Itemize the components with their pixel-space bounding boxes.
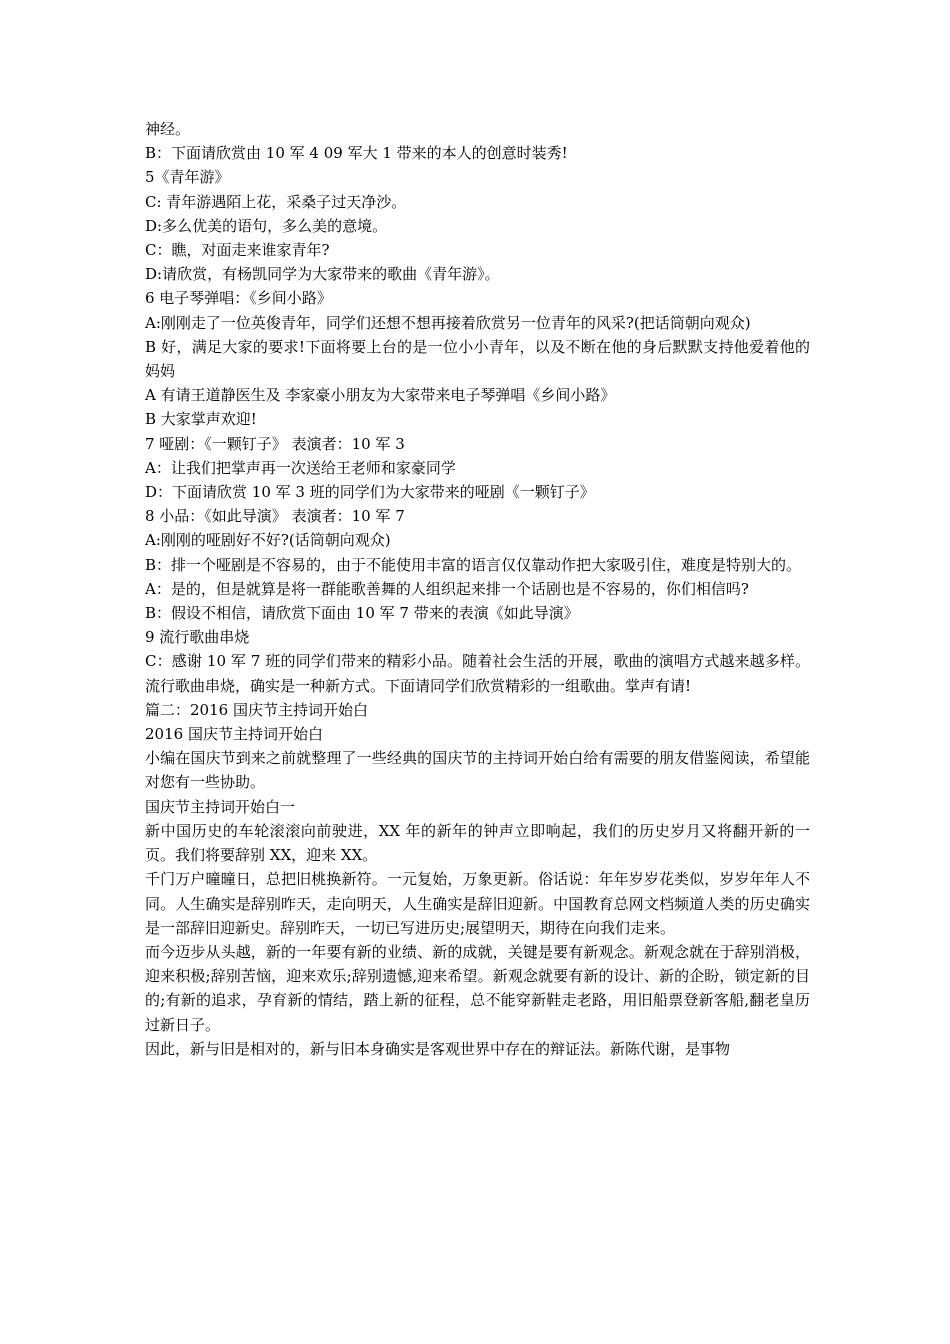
paragraph: B 好，满足大家的要求!下面将要上台的是一位小小青年，以及不断在他的身后默默支持他爱着他的妈妈: [145, 337, 810, 381]
paragraph: D:请欣赏，有杨凯同学为大家带来的歌曲《青年游》。: [145, 265, 500, 284]
paragraph: B：假设不相信，请欣赏下面由 10 军 7 带来的表演《如此导演》: [145, 604, 579, 623]
paragraph: 而今迈步从头越，新的一年要有新的业绩、新的成就，关键是要有新观念。新观念就在于辞别消极，迎来积极;辞别苦恼，迎来欢乐;辞别遗憾,迎来希望。新观念就要有新的设计、新的企盼，锁定新的目的;有新的追求，孕育新的情结，踏上新的征程，总不能穿新鞋走老路，用旧船票登新客船,翻老皇历过新日子。: [145, 942, 810, 1034]
section-heading: 篇二：2016 国庆节主持词开始白: [145, 700, 368, 719]
paragraph: A:刚刚的哑剧好不好?(话筒朝向观众): [145, 531, 391, 550]
paragraph: 神经。: [145, 120, 191, 138]
paragraph: C: 青年游遇陌上花，采桑子过天净沙。: [145, 192, 407, 211]
paragraph: A 有请王道静医生及 李家豪小朋友为大家带来电子琴弹唱《乡间小路》: [145, 386, 616, 405]
paragraph: 9 流行歌曲串烧: [145, 628, 250, 647]
paragraph: B：下面请欣赏由 10 军 4 09 军大 1 带来的本人的创意时装秀!: [145, 144, 568, 163]
document-body: [145, 117, 810, 1061]
paragraph: A：让我们把掌声再一次送给王老师和家豪同学: [145, 458, 456, 477]
paragraph: 因此，新与旧是相对的，新与旧本身确实是客观世界中存在的辩证法。新陈代谢，是事物: [145, 1039, 731, 1058]
paragraph: 6 电子琴弹唱：《乡间小路》: [145, 289, 332, 308]
paragraph: B 大家掌声欢迎!: [145, 410, 257, 429]
article-title: 2016 国庆节主持词开始白: [145, 725, 323, 744]
paragraph: A：是的，但是就算是将一群能歌善舞的人组织起来排一个话剧也是不容易的，你们相信吗?: [145, 579, 749, 598]
paragraph: 新中国历史的车轮滚滚向前驶进，XX 年的新年的钟声立即响起，我们的历史岁月又将翻开新的一页。我们将要辞别 XX，迎来 XX。: [145, 821, 810, 865]
paragraph: B：排一个哑剧是不容易的，由于不能使用丰富的语言仅仅靠动作把大家吸引住，难度是特别大的。: [145, 555, 802, 574]
paragraph: 5《青年游》: [145, 168, 230, 187]
subsection-heading: 国庆节主持词开始白一: [145, 797, 296, 816]
paragraph: A:刚刚走了一位英俊青年，同学们还想不想再接着欣赏另一位青年的风采?(把话筒朝向观众): [145, 313, 751, 332]
paragraph: D:多么优美的语句，多么美的意境。: [145, 216, 388, 235]
paragraph: 7 哑剧：《一颗钉子》 表演者：10 军 3: [145, 434, 405, 453]
paragraph: 8 小品：《如此导演》 表演者：10 军 7: [145, 507, 405, 526]
paragraph: 千门万户曈曈日，总把旧桃换新符。一元复始，万象更新。俗话说：年年岁岁花类似，岁岁年年人不同。人生确实是辞别昨天，走向明天，人生确实是辞旧迎新。中国教育总网文档频道人类的历史确实是一部辞旧迎新史。辞别昨天，一切已写进历史;展望明天，期待在向我们走来。: [145, 870, 810, 937]
paragraph: C：瞧，对面走来谁家青年?: [145, 241, 330, 260]
paragraph: D：下面请欣赏 10 军 3 班的同学们为大家带来的哑剧《一颗钉子》: [145, 483, 595, 502]
paragraph: 小编在国庆节到来之前就整理了一些经典的国庆节的主持词开始白给有需要的朋友借鉴阅读，希望能对您有一些协助。: [145, 749, 810, 792]
paragraph: C：感谢 10 军 7 班的同学们带来的精彩小品。随着社会生活的开展，歌曲的演唱方式越来越多样。流行歌曲串烧，确实是一种新方式。下面请同学们欣赏精彩的一组歌曲。掌声有请!: [145, 652, 810, 695]
